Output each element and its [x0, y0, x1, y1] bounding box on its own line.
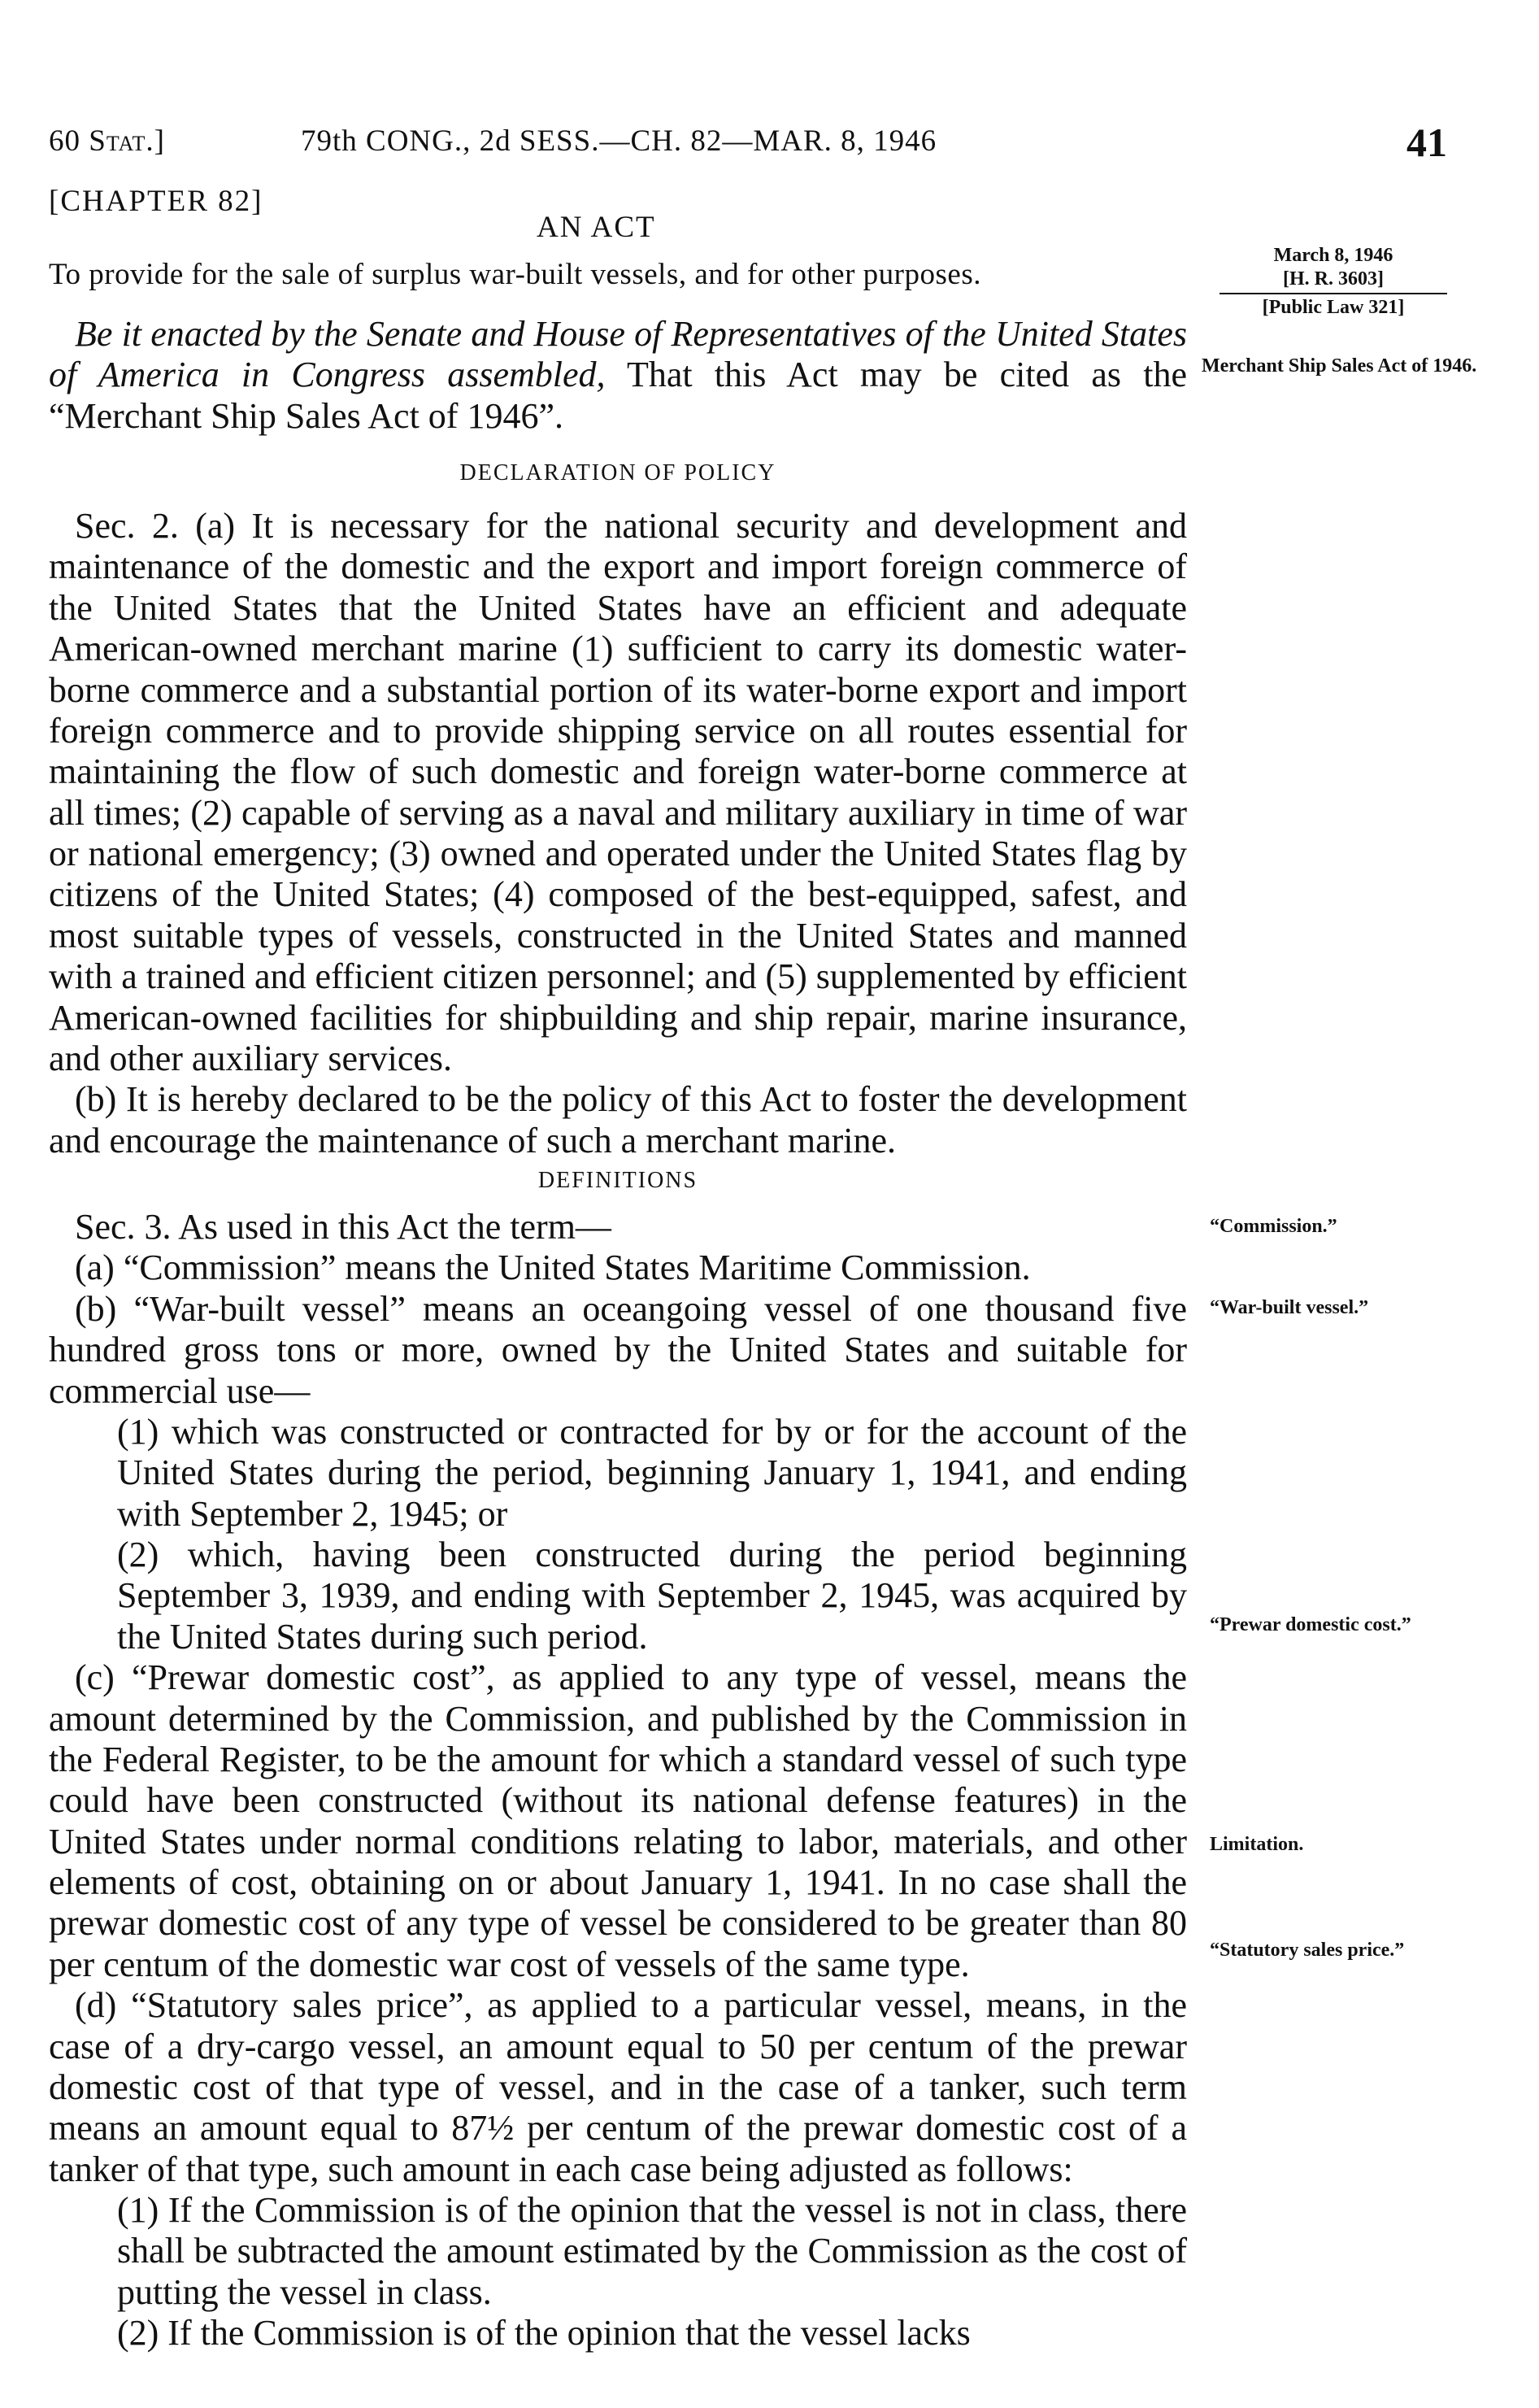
margin-bill-number: [H. R. 3603]: [1283, 268, 1384, 290]
enacting-clause-italic: Be it enacted by the Senate and House of Representatives of the United States of America in Congress assembled,: [49, 314, 1187, 395]
margin-note-prewar-cost: “Prewar domestic cost.”: [1210, 1614, 1411, 1635]
section-2: [49, 506, 1187, 1161]
margin-bill-info: [1219, 244, 1447, 319]
definitions-heading: DEFINITIONS: [537, 1168, 698, 1193]
sec3-paragraph-d2: (2) If the Commission is of the opinion that the vessel lacks: [117, 2313, 971, 2354]
enacting-clause: [49, 314, 1187, 437]
margin-note-statutory-price: “Statutory sales price.”: [1210, 1940, 1405, 1961]
sec3-intro: Sec. 3. As used in this Act the term—: [75, 1207, 611, 1247]
page-number: 41: [1406, 120, 1447, 165]
sec3-paragraph-b2: (2) which, having been constructed during the period beginning September 3, 1939, and ending with September 2, 1945, was acquired by the United States during such period.: [117, 1535, 1187, 1657]
margin-divider: [1219, 293, 1447, 294]
sec3-paragraph-a: (a) “Commission” means the United States Maritime Commission.: [75, 1248, 1031, 1288]
statute-reference: 60 Stat.]: [49, 124, 165, 158]
sec2-paragraph-b: (b) It is hereby declared to be the policy of this Act to foster the development and encourage the maintenance of such a merchant marine.: [49, 1079, 1187, 1160]
sec3-paragraph-b: (b) “War-built vessel” means an oceangoing vessel of one thousand five hundred gross tons or more, owned by the United States and suitable for commercial use—: [49, 1288, 1187, 1411]
chapter-label: [CHAPTER 82]: [49, 185, 263, 218]
margin-note-war-built-vessel: “War-built vessel.”: [1210, 1297, 1369, 1318]
margin-note-commission: “Commission.”: [1210, 1216, 1337, 1237]
sec3-paragraph-b1: (1) which was constructed or contracted for by or for the account of the United States during the period, beginning January 1, 1941, and ending with September 2, 1945; or: [117, 1411, 1187, 1534]
declaration-heading: DECLARATION OF POLICY: [459, 460, 776, 486]
margin-short-title: Merchant Ship Sales Act of 1946.: [1202, 355, 1477, 377]
act-title: AN ACT: [537, 211, 656, 244]
sec3-paragraph-d: (d) “Statutory sales price”, as applied to a particular vessel, means, in the case of a dry-cargo vessel, an amount equal to 50 per centum of the prewar domestic cost of that type of vessel, and in the case of a tanker, such term means an amount equal to 87½ per centum of the prewar domestic cost of a tanker of that type, such amount in each case being adjusted as follows:: [49, 1985, 1187, 2189]
act-purpose: To provide for the sale of surplus war-built vessels, and for other purposes.: [49, 258, 981, 291]
sec3-paragraph-d1: (1) If the Commission is of the opinion that the vessel is not in class, there shall be subtracted the amount estimated by the Commission as the cost of putting the vessel in class.: [117, 2190, 1187, 2312]
margin-date: March 8, 1946: [1273, 245, 1393, 266]
enacting-clause-text: That this Act may be cited as the “Merchant Ship Sales Act of 1946”.: [49, 355, 1187, 436]
running-header: [49, 119, 1463, 168]
running-head: 79th CONG., 2d SESS.—CH. 82—MAR. 8, 1946: [301, 124, 937, 158]
margin-public-law: [Public Law 321]: [1262, 296, 1405, 318]
section-3: [49, 1207, 1187, 2354]
sec3-paragraph-c: (c) “Prewar domestic cost”, as applied to any type of vessel, means the amount determined by the Commission, and published by the Commission in the Federal Register, to be the amount for which a standard vessel of such type could have been constructed (without its national defense features) in the United States under normal conditions relating to labor, materials, and other elements of cost, obtaining on or about January 1, 1941. In no case shall the prewar domestic cost of any type of vessel be considered to be greater than 80 per centum of the domestic war cost of vessels of the same type.: [49, 1657, 1187, 1984]
sec2-paragraph-a: Sec. 2. (a) It is necessary for the national security and development and maintenance of the domestic and the export and import foreign commerce of the United States that the United States have an efficient and adequate American-owned merchant marine (1) sufficient to carry its domestic water-borne commerce and a substantial portion of its water-borne export and import foreign commerce and to provide shipping service on all routes essential for maintaining the flow of such domestic and foreign water-borne commerce at all times; (2) capable of serving as a naval and military auxiliary in time of war or national emergency; (3) owned and operated under the United States flag by citizens of the United States; (4) composed of the best-equipped, safest, and most suitable types of vessels, constructed in the United States and manned with a trained and efficient citizen personnel; and (5) supplemented by efficient American-owned facilities for shipbuilding and ship repair, marine insurance, and other auxiliary services.: [49, 506, 1187, 1078]
margin-note-limitation: Limitation.: [1210, 1834, 1304, 1855]
